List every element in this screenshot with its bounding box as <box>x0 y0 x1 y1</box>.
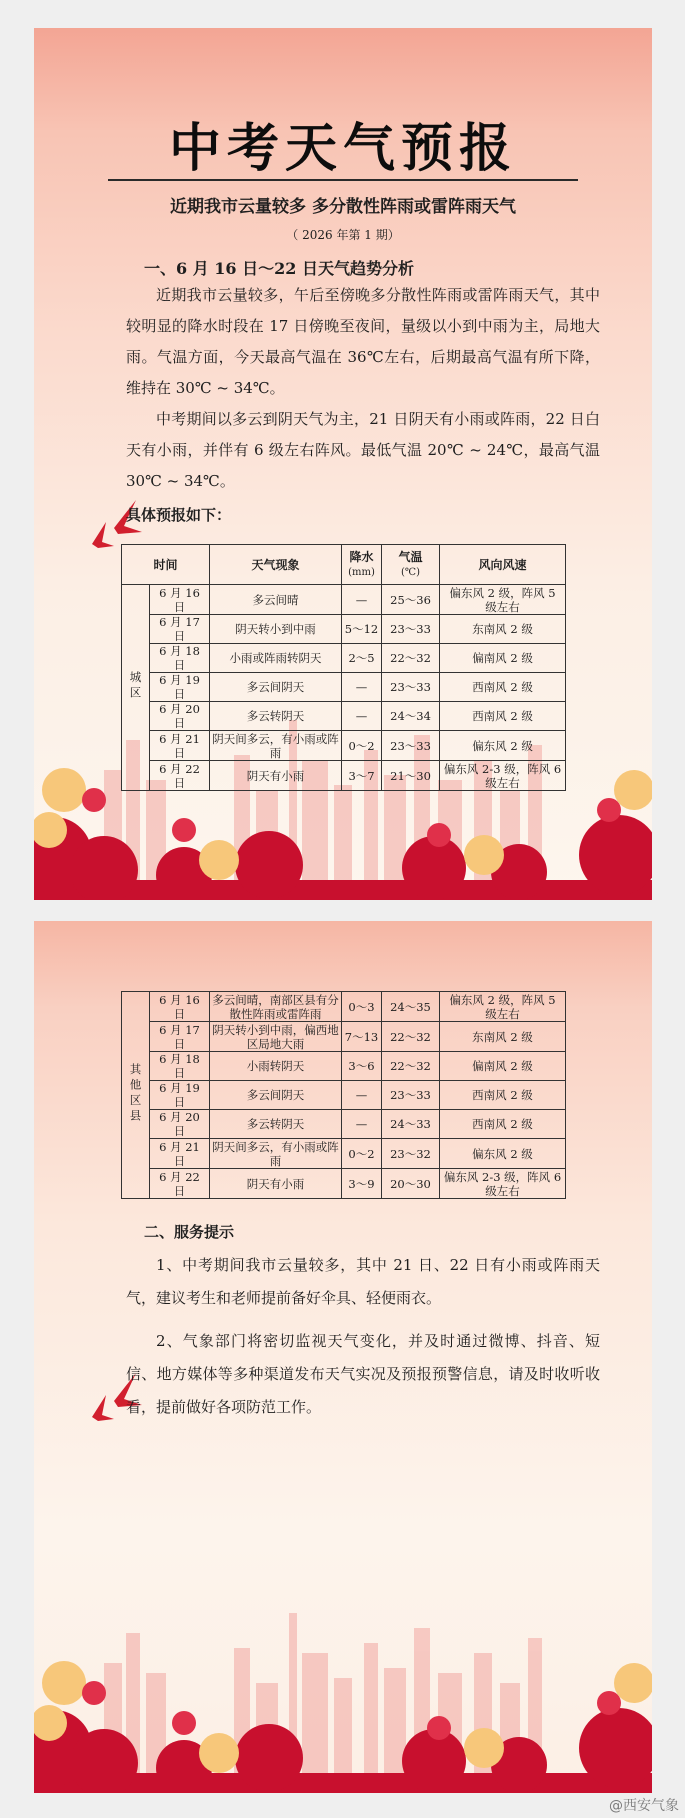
table-row <box>122 1081 566 1110</box>
cell-weather: 阴天间多云，有小雨或阵雨 <box>210 1139 342 1169</box>
cell-rain: 7～13 <box>342 1022 382 1052</box>
cell-rain: 0～2 <box>342 731 382 761</box>
doc-subtitle: 近期我市云量较多 多分散性阵雨或雷阵雨天气 <box>170 197 516 217</box>
detail-label: 具体预报如下： <box>126 506 232 524</box>
cell-temp: 25～36 <box>382 585 440 615</box>
cell-date: 6 月 18 日 <box>150 1052 210 1081</box>
table-row <box>122 1169 566 1199</box>
cell-wind: 东南风 2 级 <box>440 1022 566 1052</box>
county-forecast-table <box>121 991 566 1199</box>
cell-date: 6 月 18 日 <box>150 644 210 673</box>
cell-rain: 2～5 <box>342 644 382 673</box>
table-row <box>122 615 566 644</box>
header-time: 时间 <box>122 545 210 585</box>
cell-weather: 小雨或阵雨转阴天 <box>210 644 342 673</box>
cell-rain: 3～6 <box>342 1052 382 1081</box>
cell-temp: 24～35 <box>382 992 440 1022</box>
cell-temp: 23～32 <box>382 1139 440 1169</box>
cell-temp: 22～32 <box>382 1052 440 1081</box>
region-label: 其他区县 <box>122 992 150 1199</box>
header-temp: 气温 (℃) <box>382 545 440 585</box>
title-rule <box>108 179 578 181</box>
cell-date: 6 月 21 日 <box>150 1139 210 1169</box>
cell-temp: 22～32 <box>382 1022 440 1052</box>
table-row <box>122 1022 566 1052</box>
table-row <box>122 644 566 673</box>
header-rain: 降水 (mm) <box>342 545 382 585</box>
cell-temp: 24～34 <box>382 702 440 731</box>
table-row <box>122 1110 566 1139</box>
cell-weather: 阴天转小到中雨，偏西地区局地大雨 <box>210 1022 342 1052</box>
header-weather: 天气现象 <box>210 545 342 585</box>
peony-skyline-decoration <box>34 1553 652 1793</box>
cell-rain: 0～2 <box>342 1139 382 1169</box>
table-row <box>122 1139 566 1169</box>
cell-weather: 多云间阴天 <box>210 1081 342 1110</box>
cell-rain: 5～12 <box>342 615 382 644</box>
cell-weather: 阴天有小雨 <box>210 1169 342 1199</box>
cell-rain: — <box>342 1110 382 1139</box>
cell-rain: 3～7 <box>342 761 382 791</box>
table-row <box>122 1052 566 1081</box>
cell-date: 6 月 17 日 <box>150 1022 210 1052</box>
table-row <box>122 731 566 761</box>
section-1-heading: 一、6 月 16 日～22 日天气趋势分析 <box>144 259 414 278</box>
cell-wind: 偏东风 2 级，阵风 5 级左右 <box>440 992 566 1022</box>
cell-wind: 偏东风 2 级，阵风 5 级左右 <box>440 585 566 615</box>
cell-wind: 偏东风 2 级 <box>440 1139 566 1169</box>
cell-date: 6 月 21 日 <box>150 731 210 761</box>
service-tip-1: 1、中考期间我市云量较多，其中 21 日、22 日有小雨或阵雨天气，建议考生和老师提前备好伞具、轻便雨衣。 <box>126 1256 600 1307</box>
cell-rain: — <box>342 1081 382 1110</box>
cell-wind: 偏南风 2 级 <box>440 1052 566 1081</box>
table-row <box>122 992 566 1022</box>
cell-date: 6 月 19 日 <box>150 673 210 702</box>
header-wind: 风向风速 <box>440 545 566 585</box>
cell-weather: 多云转阴天 <box>210 1110 342 1139</box>
service-tip-2: 2、气象部门将密切监视天气变化，并及时通过微博、抖音、短信、地方媒体等多种渠道发布天气实况及预报预警信息，请及时收听收看，提前做好各项防范工作。 <box>126 1332 600 1416</box>
cell-temp: 21～30 <box>382 761 440 791</box>
section-2-heading: 二、服务提示 <box>144 1223 235 1241</box>
cell-rain: — <box>342 702 382 731</box>
cell-date: 6 月 22 日 <box>150 761 210 791</box>
cell-weather: 多云间晴，南部区县有分散性阵雨或雷阵雨 <box>210 992 342 1022</box>
issue-number: （ 2026 年第 1 期） <box>286 228 400 242</box>
cell-weather: 阴天转小到中雨 <box>210 615 342 644</box>
cell-wind: 偏东风 2 级 <box>440 731 566 761</box>
cell-date: 6 月 19 日 <box>150 1081 210 1110</box>
cell-temp: 23～33 <box>382 615 440 644</box>
table-row <box>122 702 566 731</box>
region-label: 城区 <box>122 585 150 791</box>
cell-date: 6 月 16 日 <box>150 992 210 1022</box>
page-1 <box>34 28 652 900</box>
cell-wind: 西南风 2 级 <box>440 702 566 731</box>
cell-rain: 0～3 <box>342 992 382 1022</box>
cell-rain: 3～9 <box>342 1169 382 1199</box>
city-forecast-table <box>121 544 566 791</box>
doc-title: 中考天气预报 <box>168 118 517 179</box>
cell-weather: 小雨转阴天 <box>210 1052 342 1081</box>
cell-wind: 东南风 2 级 <box>440 615 566 644</box>
cell-wind: 偏东风 2-3 级，阵风 6 级左右 <box>440 761 566 791</box>
section-1-paragraph-1: 近期我市云量较多，午后至傍晚多分散性阵雨或雷阵雨天气，其中较明显的降水时段在 17 日傍晚至夜间，量级以小到中雨为主，局地大雨。气温方面，今天最高气温在 36℃左右，后期最高气温有所下降，维持在 30℃ ~ 34℃。 <box>126 286 600 397</box>
cell-wind: 西南风 2 级 <box>440 1110 566 1139</box>
cell-weather: 多云间阴天 <box>210 673 342 702</box>
cell-wind: 西南风 2 级 <box>440 1081 566 1110</box>
cell-date: 6 月 20 日 <box>150 702 210 731</box>
table-row <box>122 761 566 791</box>
cell-date: 6 月 17 日 <box>150 615 210 644</box>
cell-date: 6 月 20 日 <box>150 1110 210 1139</box>
cell-weather: 阴天有小雨 <box>210 761 342 791</box>
cell-rain: — <box>342 585 382 615</box>
cell-temp: 22～32 <box>382 644 440 673</box>
weibo-watermark: @西安气象 <box>609 1798 679 1814</box>
table-row <box>122 673 566 702</box>
cell-date: 6 月 16 日 <box>150 585 210 615</box>
cell-wind: 偏南风 2 级 <box>440 644 566 673</box>
cell-wind: 偏东风 2-3 级，阵风 6 级左右 <box>440 1169 566 1199</box>
cell-date: 6 月 22 日 <box>150 1169 210 1199</box>
cell-rain: — <box>342 673 382 702</box>
cell-temp: 23～33 <box>382 731 440 761</box>
cell-temp: 24～33 <box>382 1110 440 1139</box>
cell-temp: 23～33 <box>382 1081 440 1110</box>
cell-weather: 多云间晴 <box>210 585 342 615</box>
cell-weather: 多云转阴天 <box>210 702 342 731</box>
cell-temp: 23～33 <box>382 673 440 702</box>
cell-weather: 阴天间多云，有小雨或阵雨 <box>210 731 342 761</box>
cell-temp: 20～30 <box>382 1169 440 1199</box>
section-1-paragraph-2: 中考期间以多云到阴天气为主，21 日阴天有小雨或阵雨，22 日白天有小雨，并伴有 6 级左右阵风。最低气温 20℃ ~ 24℃，最高气温 30℃ ~ 34℃。 <box>126 410 600 490</box>
page-2 <box>34 921 652 1793</box>
table-row <box>122 585 566 615</box>
cell-wind: 西南风 2 级 <box>440 673 566 702</box>
